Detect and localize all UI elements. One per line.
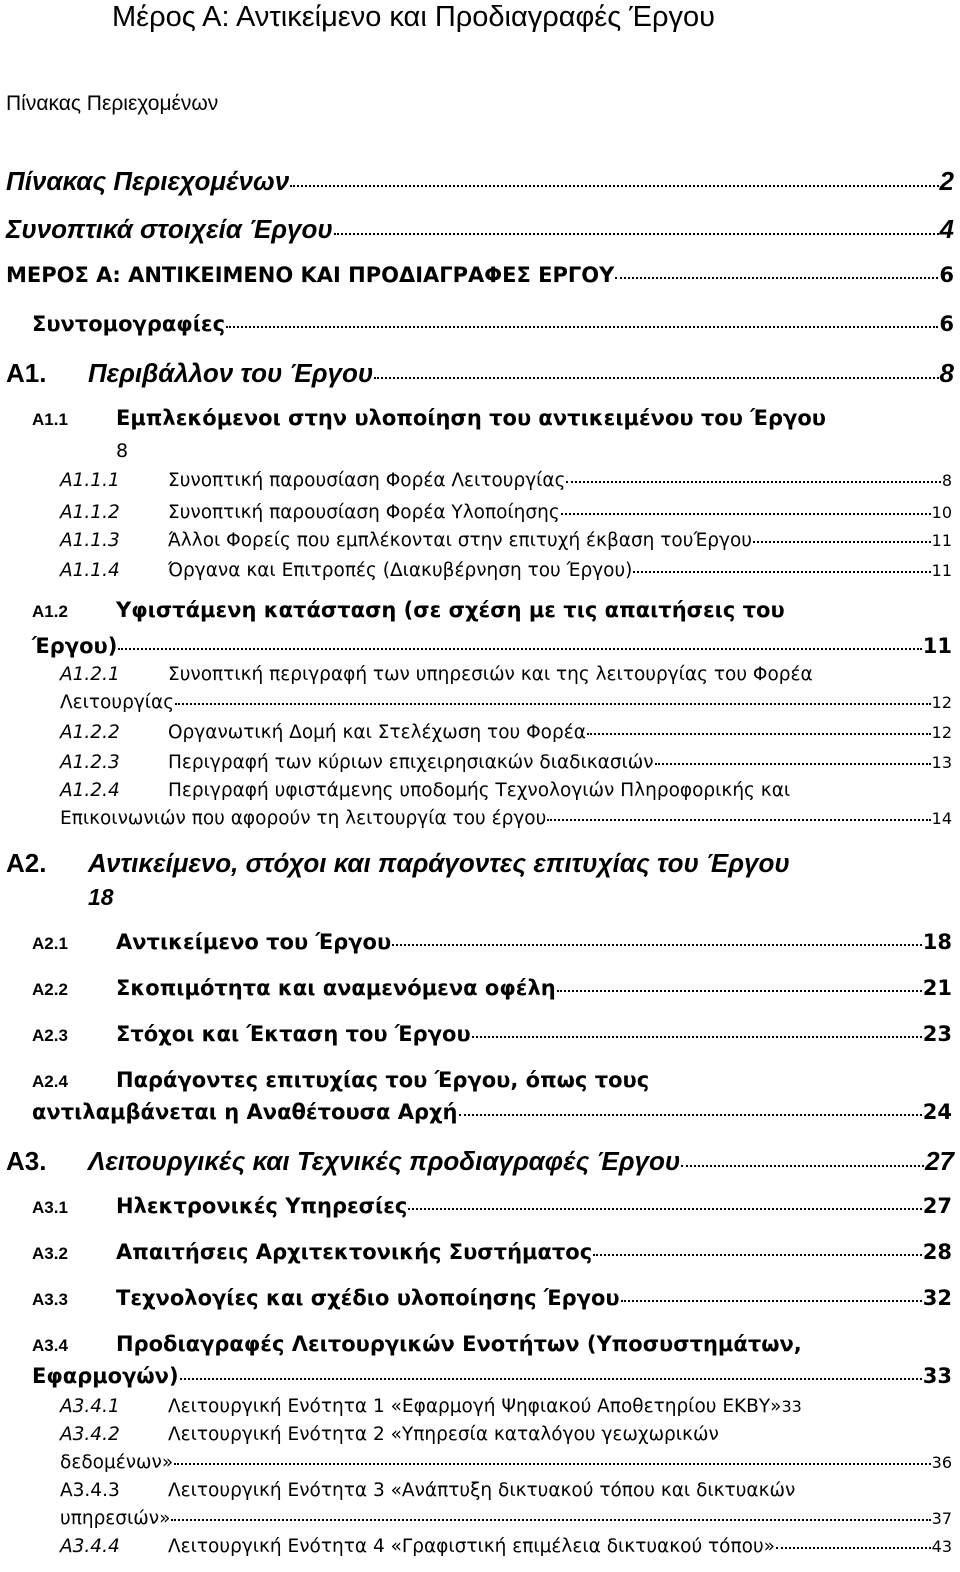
toc-entry-text: Οργανωτική Δομή και Στελέχωση του Φορέα [168,722,586,743]
dot-leader [171,1518,930,1521]
dot-leader [633,570,930,573]
toc-entry-page: 27 [922,1194,952,1218]
toc-entry-text: Λειτουργική Ενότητα 2 «Υπηρεσία καταλόγου γεωχωρικών [168,1424,719,1445]
toc-entry-text: Αντικείμενο του Έργου [116,930,392,954]
toc-entry[interactable] [6,214,954,245]
toc-entry-cont[interactable] [60,808,952,829]
toc-entry-cont[interactable] [60,1508,952,1529]
toc-entry[interactable] [32,1240,952,1264]
toc-entry[interactable] [60,530,952,551]
toc-entry-text: Περιγραφή υφιστάμενης υποδομής Τεχνολογιών Πληροφορικής και [168,780,791,801]
toc-entry[interactable] [60,560,952,581]
toc-entry-number: Α2.1 [32,934,68,953]
toc-entry-number: Α2. [6,848,47,878]
toc-entry[interactable] [60,780,790,801]
toc-entry-page: 12 [931,723,952,742]
dot-leader [174,1462,930,1465]
toc-entry-text: Ηλεκτρονικές Υπηρεσίες [116,1194,408,1218]
toc-entry-cont[interactable] [32,634,952,658]
toc-entry-text: Λειτουργική Ενότητα 4 «Γραφιστική επιμέλεια δικτυακού τόπου» [168,1536,775,1557]
toc-entry-text-cont: Έργου) [32,634,118,658]
toc-entry-cont[interactable] [32,1364,952,1388]
toc-entry-page: 18 [88,884,114,910]
toc-entry-text-cont: υπηρεσιών» [60,1508,171,1529]
dot-leader [621,1299,922,1302]
toc-entry-text: Λειτουργική Ενότητα 1 «Εφαρμογή Ψηφιακού Αποθετηρίου ΕΚΒΥ» [168,1396,782,1417]
toc-entry[interactable] [32,1194,952,1218]
toc-entry[interactable] [32,598,785,622]
toc-entry[interactable] [32,1022,952,1046]
toc-entry[interactable] [60,664,813,685]
toc-entry[interactable] [60,1396,952,1417]
toc-entry-page: 2 [939,166,954,196]
toc-entry-text: Παράγοντες επιτυχίας του Έργου, όπως τους [116,1068,650,1092]
toc-entry-text: Συνοπτική παρουσίαση Φορέα Υλοποίησης [168,502,560,523]
dot-leader [593,1253,922,1256]
dot-leader [334,232,939,235]
toc-entry-number: Α1.1.2 [60,502,120,523]
dot-leader [180,1377,922,1380]
toc-entry-number: Α2.3 [32,1026,68,1045]
toc-heading: Πίνακας Περιεχομένων [6,92,219,115]
toc-entry[interactable] [60,722,952,743]
dot-leader [392,943,922,946]
toc-entry[interactable] [60,1424,719,1445]
dot-leader [118,647,921,650]
toc-entry-number: Α3.4.2 [60,1424,120,1445]
toc-entry-page: 27 [925,1146,954,1176]
toc-entry-page: 21 [922,976,952,1000]
dot-leader [655,762,931,765]
toc-entry-text: Εμπλεκόμενοι στην υλοποίηση του αντικειμένου του Έργου [116,406,826,430]
toc-entry-text-cont: Εφαρμογών) [32,1364,179,1388]
toc-entry-page: 8 [941,471,952,490]
toc-entry-page: 12 [931,693,952,712]
toc-entry-text: ΜΕΡΟΣ Α: ΑΝΤΙΚΕΙΜΕΝΟ ΚΑΙ ΠΡΟΔΙΑΓΡΑΦΕΣ ΕΡΓΟΥ [6,263,615,287]
toc-entry-text: Όργανα και Επιτροπές (Διακυβέρνηση του Έργου) [168,560,633,581]
toc-entry-number: Α1. [6,358,47,388]
toc-entry-page: 8 [116,440,129,462]
toc-entry-number: Α3.4.4 [60,1536,120,1557]
toc-entry-page: 14 [931,809,952,828]
dot-leader [587,732,931,735]
dot-leader [472,1035,922,1038]
toc-entry-text: Στόχοι και Έκταση του Έργου [116,1022,471,1046]
toc-entry-cont[interactable] [32,1100,952,1124]
toc-entry-number: Α1.1.3 [60,530,120,551]
toc-entry-text: Συνοπτική παρουσίαση Φορέα Λειτουργίας [168,470,566,491]
toc-entry-page: 33 [781,1397,802,1416]
toc-entry-text: Συνοπτικά στοιχεία Έργου [6,214,333,244]
toc-entry-page: 11 [931,561,952,580]
toc-entry-text: Περιγραφή των κύριων επιχειρησιακών διαδικασιών [168,752,654,773]
dot-leader [459,1113,922,1116]
toc-entry[interactable] [32,1068,649,1092]
toc-entry-page: 24 [922,1100,952,1124]
toc-entry-page: 4 [939,214,954,244]
toc-entry-page: 32 [922,1286,952,1310]
toc-entry-page: 36 [931,1453,952,1472]
toc-entry-text: Προδιαγραφές Λειτουργικών Ενοτήτων (Υποσυστημάτων, [116,1332,802,1356]
toc-entry-page: 6 [939,263,954,287]
dot-leader [561,512,931,515]
toc-entry-number: Α3.3 [32,1290,68,1309]
toc-entry-page: 23 [922,1022,952,1046]
toc-entry-number: Α3.2 [32,1244,68,1263]
toc-entry[interactable] [32,312,954,336]
toc-entry-page: 6 [939,312,954,336]
toc-entry-number: Α1.2.4 [60,780,120,801]
toc-entry[interactable] [6,166,954,197]
toc-entry[interactable] [32,976,952,1000]
toc-entry-number: Α3. [6,1146,47,1176]
toc-entry[interactable] [60,1536,952,1557]
toc-entry[interactable] [6,358,954,389]
toc-entry-text: Τεχνολογίες και σχέδιο υλοποίησης Έργου [116,1286,620,1310]
toc-entry-number: Α1.2 [32,602,68,621]
toc-entry-number: Α2.4 [32,1072,68,1091]
toc-entry-text: Περιβάλλον του Έργου [88,358,374,388]
dot-leader [753,540,931,543]
dot-leader [290,184,938,187]
toc-entry-number: Α3.4.1 [60,1396,120,1417]
toc-entry-text-cont: δεδομένων» [60,1452,174,1473]
toc-entry-text: Λειτουργικές και Τεχνικές προδιαγραφές Έργου [88,1146,681,1176]
toc-entry-page: 8 [939,358,954,388]
toc-entry[interactable] [60,1480,795,1501]
dot-leader [681,1164,924,1167]
toc-entry-page: 10 [931,503,952,522]
toc-entry-page: 37 [931,1509,952,1528]
dot-leader [374,376,938,379]
toc-entry[interactable] [60,752,952,773]
toc-entry-page: 43 [931,1537,952,1556]
toc-entry-text-cont: Λειτουργίας [60,692,175,713]
toc-entry-page: 13 [931,753,952,772]
page-title: Μέρος Α: Αντικείμενο και Προδιαγραφές Έργου [112,1,715,33]
toc-entry[interactable] [32,406,826,430]
dot-leader [175,702,931,705]
toc-entry-page: 33 [922,1364,952,1388]
toc-entry[interactable] [60,470,952,491]
toc-entry-number: Α3.4.3 [60,1480,120,1501]
toc-entry-number: Α1.1.1 [60,470,120,491]
toc-entry[interactable] [32,1332,802,1356]
toc-entry-number: Α3.4 [32,1336,68,1355]
toc-entry[interactable] [60,502,952,523]
toc-entry-number: Α1.1.4 [60,560,120,581]
toc-entry-text-cont: Επικοινωνιών που αφορούν τη λειτουργία του έργου [60,808,547,829]
toc-entry-text: Λειτουργική Ενότητα 3 «Ανάπτυξη δικτυακού τόπου και δικτυακών [168,1480,796,1501]
dot-leader [408,1207,921,1210]
toc-entry[interactable] [32,1286,952,1310]
toc-entry[interactable] [6,263,954,287]
dot-leader [547,818,930,821]
toc-entry-page: 11 [922,634,952,658]
toc-entry-text: Συνοπτική περιγραφή των υπηρεσιών και της λειτουργίας του Φορέα [168,664,813,685]
toc-entry-text: Σκοπιμότητα και αναμενόμενα οφέλη [116,976,556,1000]
toc-entry-text: Πίνακας Περιεχομένων [6,166,290,196]
toc-entry-cont[interactable] [60,692,952,713]
toc-entry-number: Α3.1 [32,1198,68,1217]
toc-entry-text-cont: αντιλαμβάνεται η Αναθέτουσα Αρχή [32,1100,458,1124]
toc-entry-text: Άλλοι Φορείς που εμπλέκονται στην επιτυχή έκβαση τουΈργου [168,530,752,551]
toc-entry-number: Α1.2.3 [60,752,120,773]
toc-entry-page: 18 [922,930,952,954]
toc-entry-text: Συντομογραφίες [32,312,226,336]
toc-entry-number: Α2.2 [32,980,68,999]
toc-entry-number: Α1.2.2 [60,722,120,743]
toc-entry[interactable] [6,1146,954,1177]
dot-leader [615,276,938,279]
dot-leader [776,1546,931,1549]
toc-entry[interactable] [32,930,952,954]
toc-entry-text: Απαιτήσεις Αρχιτεκτονικής Συστήματος [116,1240,593,1264]
toc-entry[interactable] [6,848,790,879]
toc-entry-text: Υφιστάμενη κατάσταση (σε σχέση με τις απαιτήσεις του [116,598,785,622]
toc-entry-number: Α1.2.1 [60,664,120,685]
toc-entry-page: 28 [922,1240,952,1264]
toc-entry-cont[interactable] [60,1452,952,1473]
dot-leader [566,480,940,483]
toc-entry-text: Αντικείμενο, στόχοι και παράγοντες επιτυχίας του Έργου [88,848,790,878]
dot-leader [557,989,922,992]
toc-entry-number: Α1.1 [32,410,68,429]
toc-entry-page: 11 [931,531,952,550]
dot-leader [226,325,938,328]
